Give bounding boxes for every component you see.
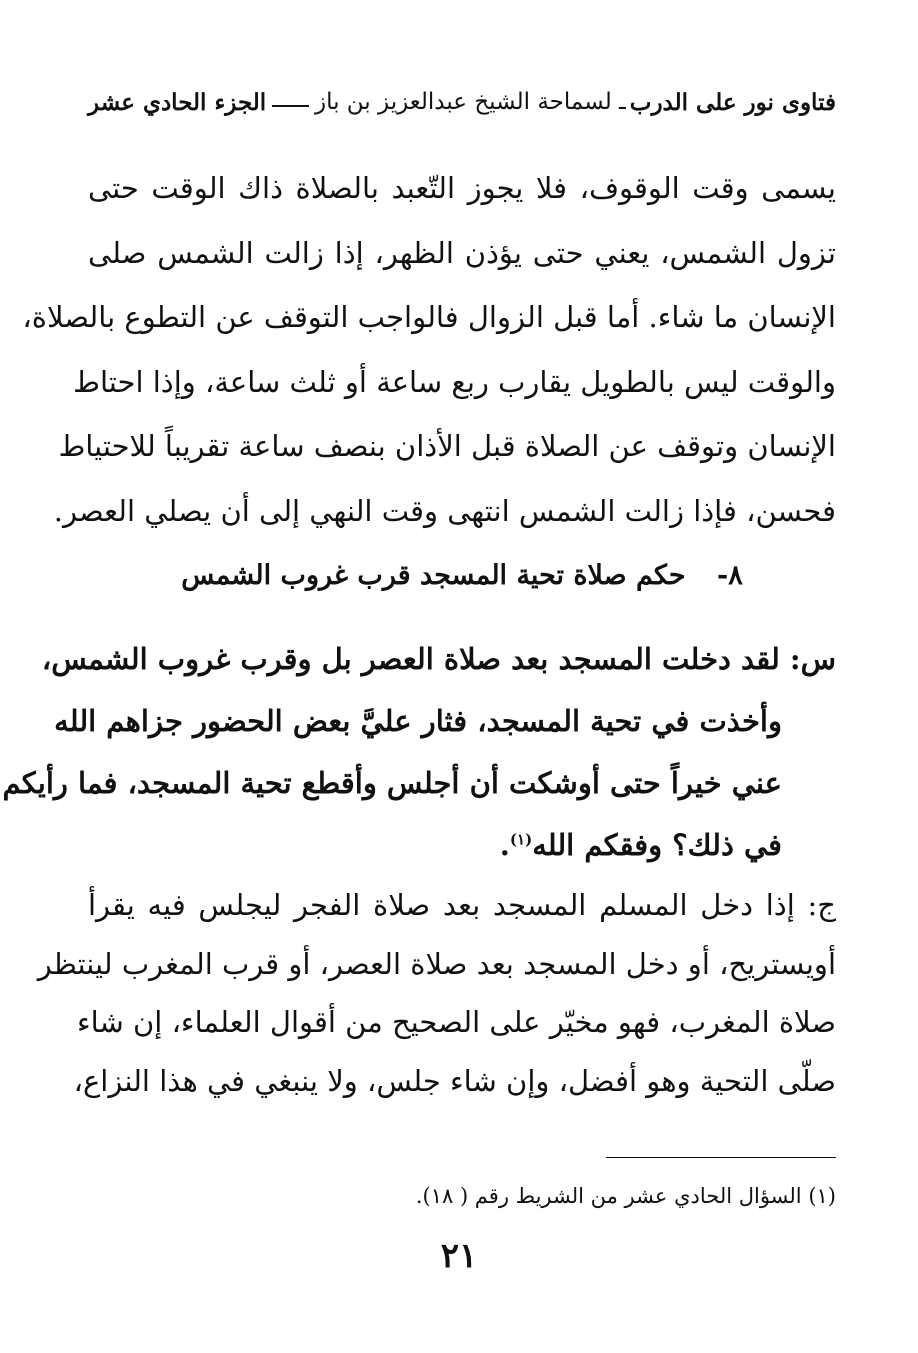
question-last-line <box>88 814 836 876</box>
section-number: ٨- <box>716 560 743 591</box>
answer-paragraph <box>37 876 836 1110</box>
footnote: (١) السؤال الحادي عشر من الشريط رقم ( ١٨). <box>415 1184 836 1208</box>
answer-line: ج: إذا دخل المسلم المسجد بعد صلاة الفجر ليجلس فيه يقرأ <box>88 888 836 922</box>
section-title: حكم صلاة تحية المسجد قرب غروب الشمس <box>181 560 686 591</box>
page-number: ٢١ <box>440 1236 478 1276</box>
header-rule <box>272 105 309 107</box>
body-line: الإنسان وتوقف عن الصلاة قبل الأذان بنصف ساعة تقريباً للاحتياط <box>58 429 836 463</box>
body-line: تزول الشمس، يعني حتى يؤذن الظهر، إذا زالت الشمس صلى <box>88 235 836 270</box>
answer-line: صلّى التحية وهو أفضل، وإن شاء جلس، ولا ينبغي في هذا النزاع، <box>73 1063 836 1098</box>
section-heading <box>88 548 836 604</box>
body-line: يسمى وقت الوقوف، فلا يجوز التّعبد بالصلاة ذاك الوقت حتى <box>88 171 836 205</box>
book-series-title: فتاوى نور على الدرب <box>629 88 836 116</box>
question-line: وأخذت في تحية المسجد، فثار عليَّ بعض الحضور جزاهم الله <box>54 704 782 738</box>
body-line: الإنسان ما شاء. أما قبل الزوال فالواجب التوقف عن التطوع بالصلاة، <box>22 300 836 334</box>
question-line: في ذلك؟ وفقكم الله <box>532 828 782 862</box>
body-line: فحسن، فإذا زالت الشمس انتهى وقت النهي إلى أن يصلي العصر. <box>53 493 836 528</box>
question-line: عني خيراً حتى أوشكت أن أجلس وأقطع تحية المسجد، فما رأيكم <box>2 766 782 800</box>
body-paragraph <box>22 156 836 543</box>
author-name: ـ لسماحة الشيخ عبدالعزيز بن باز <box>314 89 626 115</box>
running-header <box>88 82 836 122</box>
volume-label: الجزء الحادي عشر <box>88 88 267 116</box>
answer-line: صلاة المغرب، فهو مخيّر على الصحيح من أقوال العلماء، إن شاء <box>77 1005 836 1039</box>
answer-line: أويستريح، أو دخل المسجد بعد صلاة العصر، أو قرب المغرب لينتظر <box>37 946 836 981</box>
footnote-divider <box>606 1157 836 1158</box>
question-end-mark: . <box>499 828 510 862</box>
question-paragraph <box>2 628 836 876</box>
body-line: والوقت ليس بالطويل يقارب ربع ساعة أو ثلث ساعة، وإذا احتاط <box>73 364 836 399</box>
question-line: س: لقد دخلت المسجد بعد صلاة العصر بل وقرب غروب الشمس، <box>41 642 836 676</box>
footnote-marker: (١) <box>509 830 533 849</box>
